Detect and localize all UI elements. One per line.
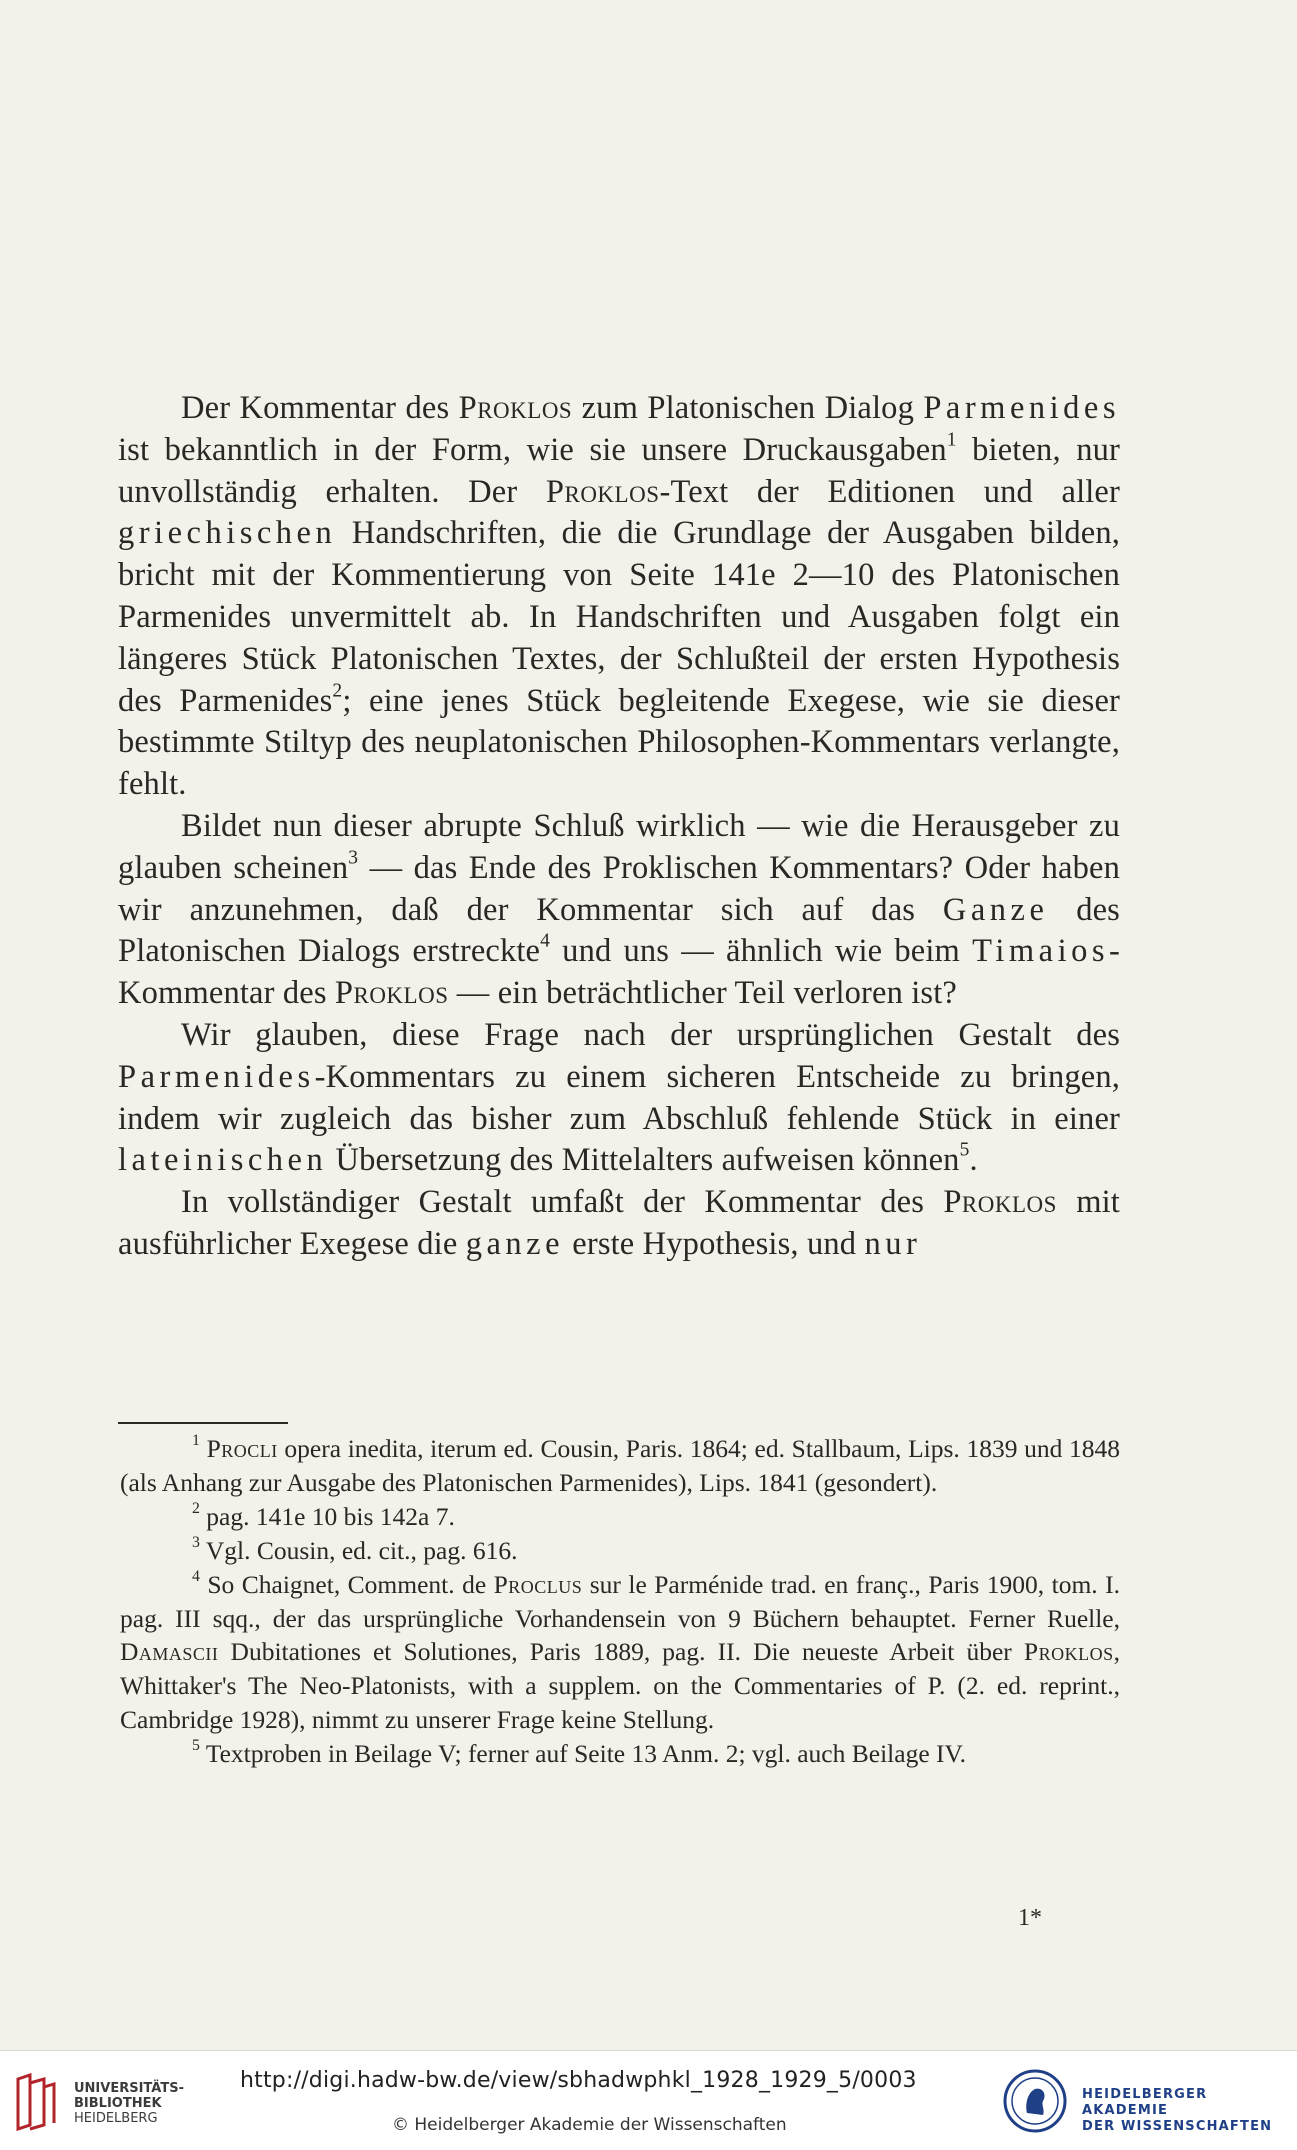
small-caps-name: Proklos: [545, 473, 660, 510]
footnote-marker[interactable]: 3: [192, 1533, 200, 1551]
academy-name: HEIDELBERGER AKADEMIE DER WISSENSCHAFTEN: [1082, 2087, 1273, 2134]
footnote-2: $^2$ pag. 141e 10 bis 142a 7.: [192, 1499, 455, 1531]
printer-signature: 1*: [1018, 1905, 1042, 1931]
document-url-link[interactable]: http://digi.hadw-bw.de/view/sbhadwphkl_1928_1929_5/0003: [240, 2068, 917, 2093]
spaced-emphasis: lateinischen: [118, 1142, 328, 1179]
footnote-marker[interactable]: 2: [192, 1499, 200, 1517]
paragraph-3: Wir glauben, diese Frage nach der ursprünglichen Gestalt des Parmenides-Kommentars zu einem sicheren Entscheide zu bringen, indem wir zugleich das bisher zum Abschluß fehlende Stück in einer lateinischen Übersetzung des Mittelalters aufweisen können$^5$.: [118, 1016, 1120, 1179]
paragraph-2: Bildet nun dieser abrupte Schluß wirklich — wie die Herausgeber zu glauben scheinen$^3$ — das Ende des Proklischen Kommentars? Oder haben wir anzunehmen, daß der Kommentar sich auf das Ganze des Platonischen Dialogs erstreckte$^4$ und uns — ähnlich wie beim Timaios-Kommentar des Proklos — ein beträchtlicher Teil verloren ist?: [118, 807, 1120, 1012]
spaced-emphasis: Ganze: [942, 891, 1049, 928]
small-caps-name: Damascii: [120, 1637, 219, 1667]
small-caps-name: Proklos: [1023, 1637, 1114, 1667]
spaced-emphasis: griechischen: [118, 515, 337, 552]
footnote-marker[interactable]: 2: [332, 679, 343, 701]
spaced-emphasis: nur: [864, 1225, 922, 1262]
footnote-marker[interactable]: 1: [192, 1432, 200, 1450]
footnote-marker[interactable]: 5: [192, 1737, 200, 1755]
footer-bar: [0, 2050, 1297, 2150]
small-caps-name: Proklos: [458, 390, 573, 426]
footnote-marker[interactable]: 3: [348, 847, 359, 869]
footnote-4: $^4$ So Chaignet, Comment. de Proclus sur le Parménide trad. en franç., Paris 1900, tom. I. pag. III sqq., der das ursprüngliche Vorhandensein von 9 Büchern behauptet. Ferner Ruelle, Damascii Dubitationes et Solutiones, Paris 1889, pag. II. Die neueste Arbeit über Proklos, Whittaker's The Neo-Platonists, with a supplem. on the Commentaries of P. (2. ed. reprint., Cambridge 1928), nimmt zu unserer Frage keine Stellung.: [120, 1567, 1120, 1735]
small-caps-name: Proklos: [334, 975, 449, 1012]
footnote-separator: [118, 1422, 288, 1424]
university-library-logo-icon[interactable]: [14, 2073, 58, 2131]
footnote-1: $^1$ Procli opera inedita, iterum ed. Cousin, Paris. 1864; ed. Stallbaum, Lips. 1839 und 1848 (als Anhang zur Ausgabe des Platonischen Parmenides), Lips. 1841 (gesondert).: [120, 1432, 1121, 1497]
footnote-marker[interactable]: 4: [540, 930, 551, 952]
small-caps-name: Procli: [206, 1434, 278, 1463]
body-text: [118, 388, 1120, 1266]
university-library-name: UNIVERSITÄTS- BIBLIOTHEK HEIDELBERG: [74, 2081, 184, 2126]
spaced-emphasis: Parmenides: [118, 1058, 315, 1095]
footnote-marker[interactable]: 4: [192, 1567, 200, 1585]
footnotes: [120, 1432, 1120, 1771]
paragraph-1: Der Kommentar des Proklos zum Platonischen Dialog Parmenides ist bekanntlich in der Form, wie sie unsere Druckausgaben$^1$ bieten, nur unvollständig erhalten. Der Proklos-Text der Editionen und aller griechischen Handschriften, die die Grundlage der Ausgaben bilden, bricht mit der Kommentierung von Seite 141e 2—10 des Platonischen Parmenides unvermittelt ab. In Handschriften und Ausgaben folgt ein längeres Stück Platonischen Textes, der Schlußteil der ersten Hypothesis des Parmenides$^2$; eine jenes Stück begleitende Exegese, wie sie dieser bestimmte Stiltyp des neuplatonischen Philosophen-Kommentars verlangte, fehlt.: [118, 390, 1120, 803]
spaced-emphasis: Timaios: [972, 933, 1109, 970]
academy-seal-icon[interactable]: [1003, 2069, 1067, 2133]
footnote-marker[interactable]: 5: [959, 1139, 970, 1161]
small-caps-name: Proclus: [493, 1569, 583, 1599]
small-caps-name: Proklos: [943, 1184, 1057, 1221]
copyright-notice: © Heidelberger Akademie der Wissenschaften: [392, 2115, 787, 2135]
footnote-5: $^5$ Textproben in Beilage V; ferner auf Seite 13 Anm. 2; vgl. auch Beilage IV.: [192, 1737, 967, 1769]
spaced-emphasis: Parmenides: [923, 390, 1120, 426]
spaced-emphasis: ganze: [465, 1225, 564, 1262]
paragraph-4: In vollständiger Gestalt umfaßt der Kommentar des Proklos mit ausführlicher Exegese die ganze erste Hypothesis, und nur: [118, 1184, 1120, 1262]
footnote-marker[interactable]: 1: [946, 429, 957, 451]
footnote-3: $^3$ Vgl. Cousin, ed. cit., pag. 616.: [192, 1533, 518, 1565]
